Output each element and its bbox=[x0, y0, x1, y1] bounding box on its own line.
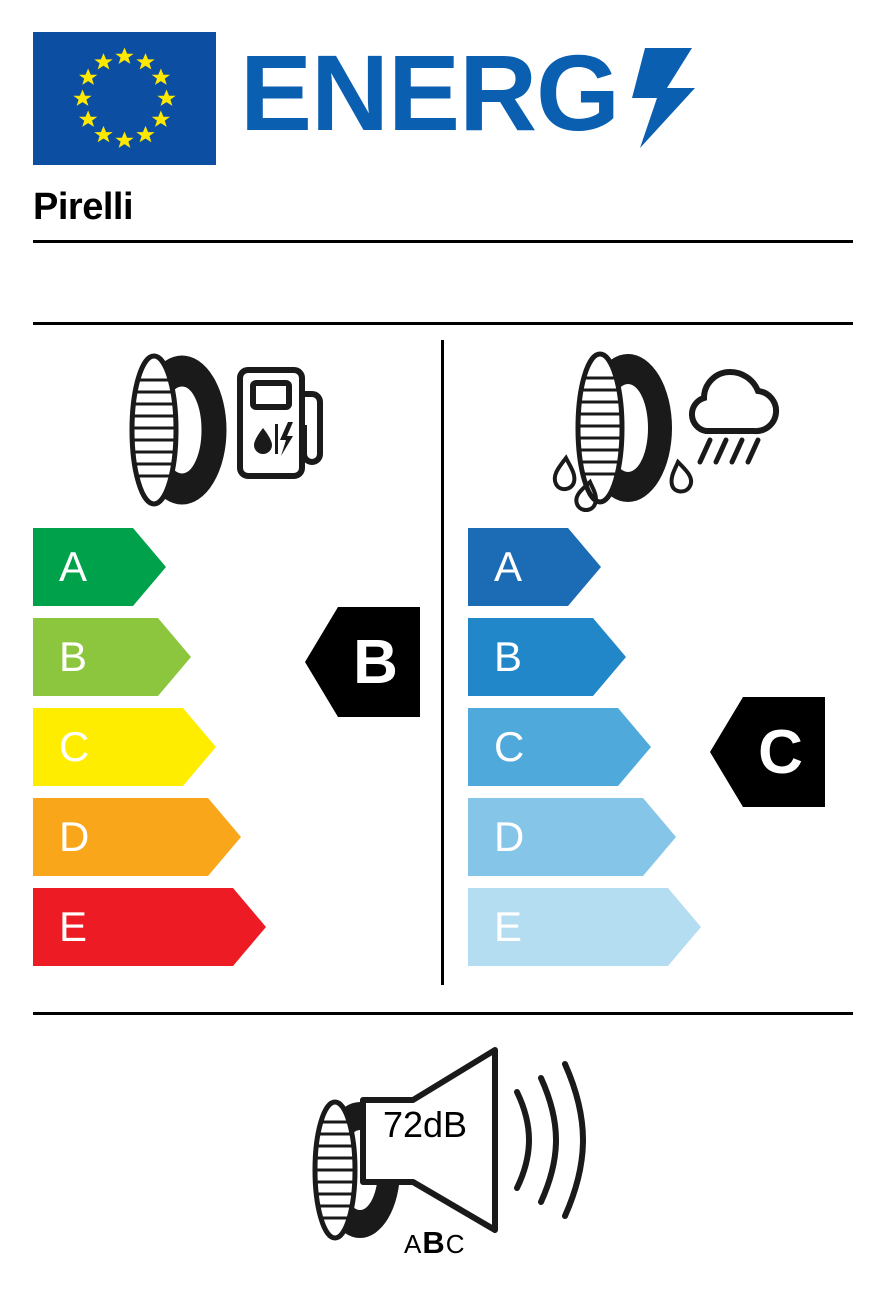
grade-letter: A bbox=[494, 543, 523, 590]
eu-flag-icon bbox=[33, 32, 216, 165]
tyre-fuel-pump-icon bbox=[120, 350, 330, 510]
grade-letter: E bbox=[494, 903, 523, 950]
noise-class-a: A bbox=[404, 1229, 423, 1259]
grade-letter: A bbox=[59, 543, 88, 590]
wet-grip-result-letter: C bbox=[758, 717, 803, 787]
tyre-rain-cloud-icon bbox=[528, 350, 793, 515]
lightning-bolt-icon bbox=[632, 48, 695, 148]
noise-class-scale bbox=[404, 1225, 466, 1261]
grade-letter: D bbox=[59, 813, 90, 860]
grade-letter: C bbox=[494, 723, 525, 770]
noise-class-c: C bbox=[445, 1229, 466, 1259]
grade-letter: E bbox=[59, 903, 88, 950]
grade-letter: B bbox=[494, 633, 523, 680]
fuel-efficiency-result bbox=[305, 607, 420, 717]
divider-bottom-section bbox=[33, 1012, 853, 1015]
brand-name: Pirelli bbox=[33, 186, 133, 228]
divider-top-section bbox=[33, 322, 853, 325]
divider-vertical bbox=[441, 340, 444, 985]
energ-wordmark-text: ENERG bbox=[240, 48, 620, 148]
fuel-efficiency-result-letter: B bbox=[353, 627, 398, 697]
noise-class-b: B bbox=[422, 1225, 446, 1260]
wet-grip-result bbox=[710, 697, 825, 807]
grade-letter: C bbox=[59, 723, 90, 770]
noise-value: 72dB bbox=[382, 1104, 468, 1145]
divider-under-brand bbox=[33, 240, 853, 243]
energ-wordmark bbox=[240, 48, 720, 148]
grade-letter: B bbox=[59, 633, 88, 680]
grade-letter: D bbox=[494, 813, 525, 860]
